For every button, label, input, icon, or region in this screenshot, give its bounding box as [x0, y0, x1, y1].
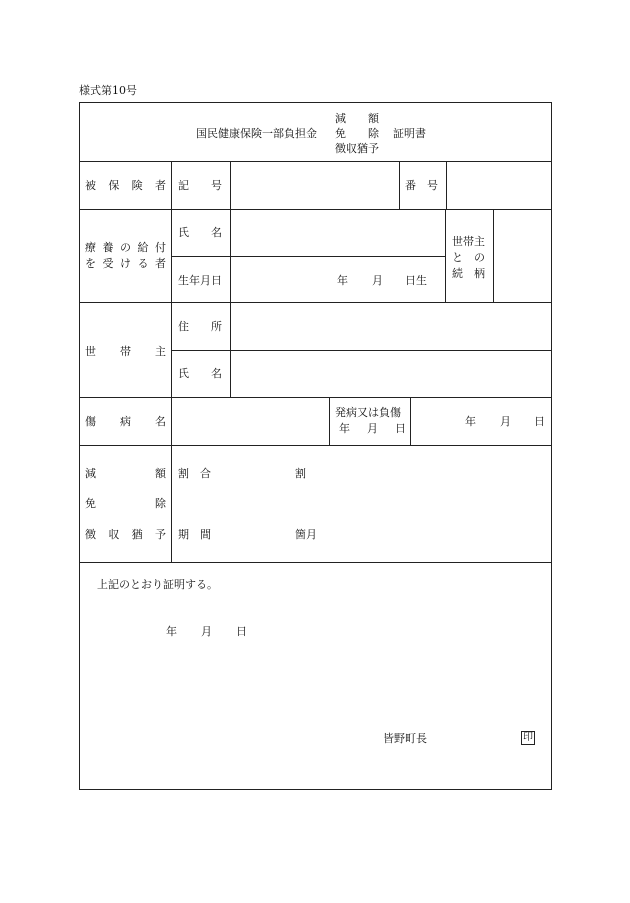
ratio-unit: 割: [295, 467, 306, 480]
col-number-right: [446, 161, 447, 209]
address-label: 住 所: [178, 320, 222, 333]
householder-name-label: 氏 名: [178, 367, 222, 380]
recipient-mid-line: [171, 256, 445, 257]
row-sep-5: [79, 445, 552, 446]
col-onset-left: [329, 397, 330, 445]
onset-year: 年: [465, 415, 476, 428]
frame-top: [79, 102, 552, 103]
measure-label-reduction: 減 額: [85, 467, 166, 480]
col-onset-right: [410, 397, 411, 445]
dob-month: 月: [372, 274, 383, 287]
period-unit: 箇月: [295, 528, 317, 541]
col-sublabel-divider: [230, 161, 231, 397]
onset-label-year: 年: [339, 422, 350, 435]
period-label: 期 間: [178, 528, 211, 541]
cert-month: 月: [201, 625, 212, 638]
insured-label: 被 保 険 者: [85, 179, 166, 192]
seal-mark: 印: [523, 732, 533, 743]
onset-label-month: 月: [367, 422, 378, 435]
relation-label-line2: と の: [452, 251, 485, 264]
recipient-label-line1: 療 養 の 給 付: [85, 241, 166, 254]
onset-label-day: 日: [395, 422, 406, 435]
row-sep-6: [79, 562, 552, 563]
cert-day: 日: [236, 625, 247, 638]
row-sep-1: [79, 161, 552, 162]
recipient-label-line2: を 受 け る 者: [85, 257, 166, 270]
relation-label-line3: 続 柄: [452, 267, 485, 280]
dob-day: 日生: [405, 274, 427, 287]
measure-label-exemption: 免 除: [85, 497, 166, 510]
recipient-name-label: 氏 名: [178, 226, 222, 239]
illness-label: 傷 病 名: [85, 415, 166, 428]
frame-bottom: [79, 789, 552, 790]
relation-label-line1: 世帯主: [452, 235, 485, 248]
row-sep-4: [79, 397, 552, 398]
certification-statement: 上記のとおり証明する。: [97, 578, 218, 591]
measure-label-deferral: 徴 収 猶 予: [85, 528, 166, 541]
col-label-divider: [171, 161, 172, 445]
title-type-deferral: 徴収猶予: [335, 142, 379, 155]
issuer-title: 皆野町長: [383, 732, 427, 745]
dob-label: 生年月日: [178, 274, 222, 287]
title-suffix: 証明書: [393, 127, 426, 140]
title-prefix: 国民健康保険一部負担金: [196, 127, 317, 140]
col-number-left: [399, 161, 400, 209]
col-relation-left: [445, 209, 446, 302]
onset-label-line1: 発病又は負傷: [335, 406, 401, 419]
onset-month: 月: [500, 415, 511, 428]
frame-right: [551, 102, 552, 790]
col-measure-divider: [171, 445, 172, 562]
onset-day: 日: [534, 415, 545, 428]
title-type-reduction: 減 額: [335, 112, 379, 125]
symbol-label: 記 号: [178, 179, 222, 192]
row-sep-3: [79, 302, 552, 303]
householder-label: 世 帯 主: [85, 345, 166, 358]
dob-year: 年: [337, 274, 348, 287]
frame-left: [79, 102, 80, 790]
householder-mid-line: [171, 350, 552, 351]
col-relation-right: [493, 209, 494, 302]
number-label: 番 号: [405, 179, 438, 192]
row-sep-2: [79, 209, 552, 210]
form-number: 様式第10号: [79, 84, 137, 97]
title-type-exemption: 免 除: [335, 127, 379, 140]
cert-year: 年: [166, 625, 177, 638]
ratio-label: 割 合: [178, 467, 211, 480]
